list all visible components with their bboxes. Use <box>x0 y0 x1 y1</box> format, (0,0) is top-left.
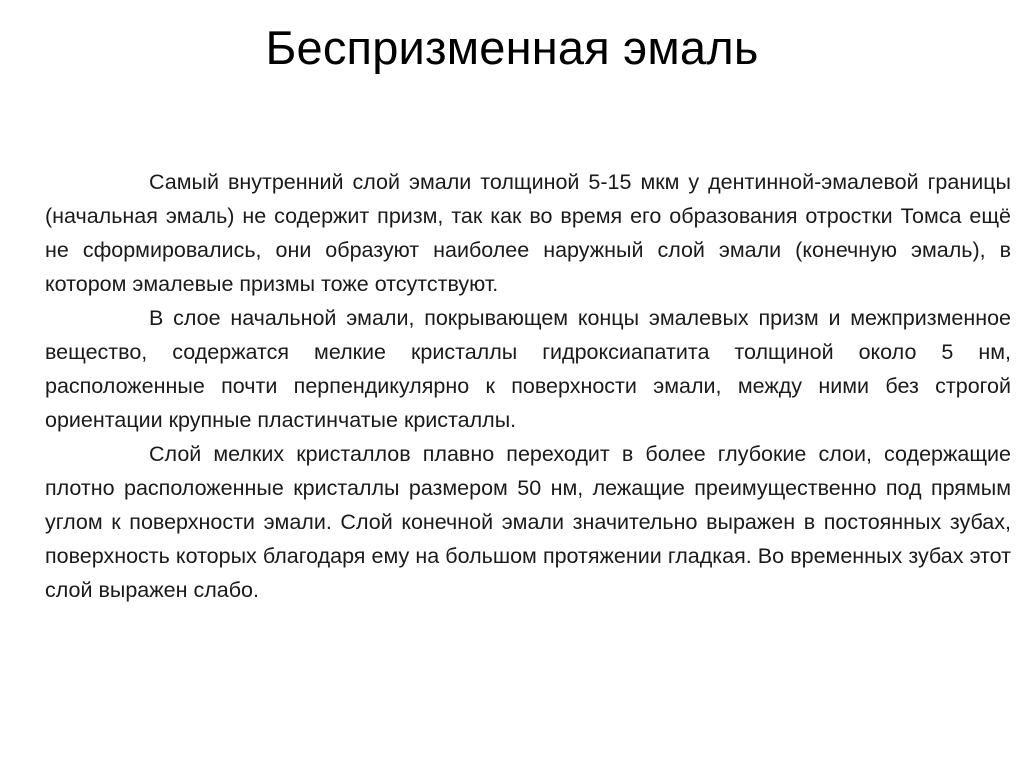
slide-title: Беспризменная эмаль <box>265 21 759 74</box>
slide-body <box>45 165 1011 607</box>
paragraph-1: Самый внутренний слой эмали толщиной 5-15 мкм у дентинной-эмалевой границы (начальная эмаль) не содержит призм, так как во время его образования отростки Томса ещё не сформировались, они образуют наиболее наружный слой эмали (конечную эмаль), в котором эмалевые призмы тоже отсутствуют. <box>45 170 1011 296</box>
paragraph-2: В слое начальной эмали, покрывающем концы эмалевых призм и межпризменное вещество, содержатся мелкие кристаллы гидроксиапатита толщиной около 5 нм, расположенные почти перпендикулярно к поверхности эмали, между ними без строгой ориентации крупные пластинчатые кристаллы. <box>45 306 1011 432</box>
paragraph-3: Слой мелких кристаллов плавно переходит в более глубокие слои, содержащие плотно расположенные кристаллы размером 50 нм, лежащие преимущественно под прямым углом к поверхности эмали. Слой конечной эмали значительно выражен в постоянных зубах, поверхность которых благодаря ему на большом протяжении гладкая. Во временных зубах этот слой выражен слабо. <box>45 442 1011 602</box>
